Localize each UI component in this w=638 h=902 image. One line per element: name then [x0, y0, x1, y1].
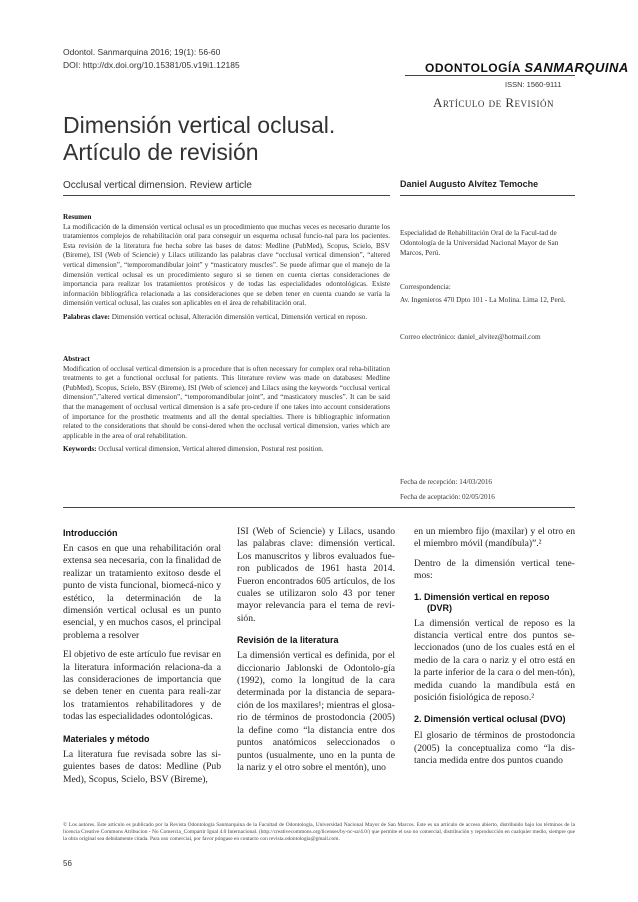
doi-link[interactable]: DOI: http://dx.doi.org/10.15381/05.v19i1.12185 [63, 60, 240, 70]
accepted-date: Fecha de aceptación: 02/05/2016 [400, 493, 495, 501]
resumen-keywords [63, 313, 390, 323]
intro-paragraph-1: En casos en que una rehabilitación oral extensa sea necesaria, con la finalidad de realizar un tratamiento exitoso desde el punto de vista funcional, biomecá-nico y estético, la determinación de la dimensión vertical oclusal es un punto esencial, y en muchos casos, el principal problema a resolver [63, 543, 221, 641]
abstract-keywords-label: Keywords: [63, 445, 97, 454]
abstract-text: Modification of occlusal vertical dimension is a procedure that is often necessary for complex oral reha-bilitation treatments to get a functional occlusal for patients. This literature review was made on databases: Medline (PubMed), Scopus, Scielo, BSV (Bireme), ISI (Web of science) and Lilacs using the keywords “occlusal vertical dimension”,”altered vertical dimension”, “temporomandibular joint”, and “masticatory muscles”. It can be said that the management of occlusal vertical dimension is a safe pro-cedure if one takes into account considerations of importance for the prosthetic treatments and all the dental specialties. There is bibliographic information related to the considerations that should be consi-dered when the occlusal vertical dimension, varies which are applicable in the area of oral rehabilitation. [63, 364, 390, 440]
heading-dvr-line-1: 1. Dimensión vertical en reposo [414, 591, 550, 602]
resumen-keywords-label: Palabras clave: [63, 312, 110, 321]
license-footer: © Los autores. Este artículo es publicado por la Revista Odontología Sanmarquina de la Facultad de Odontología, Universidad Nacional Mayor de San Marcos. Este es un artículo de acceso abierto, distribuido bajo los términos de la licencia Creative Commons Atribucion - No Comercia_Compartir Igual 4.0 Internacional. (http://creativecommons.org/licenses/by-nc-sa/4.0/) que permite el uso no comercial, distribución y reproducción en cualquier medio, siempre que la obra original sea debidamente citada. Para uso comercial, por favor póngase en contacto con revista.odontologia@gmail.com. [63, 822, 575, 842]
body-column-1 [63, 528, 221, 786]
journal-reference: Odontol. Sanmarquina 2016; 19(1): 56-60 [63, 47, 221, 57]
dvo-paragraph: El glosario de términos de prostodoncia (2005) la conceptualiza como “la dis-tancia medida entre dos puntos cuando [414, 730, 575, 767]
col3-paragraph-2: Dentro de la dimensión vertical tene-mos: [414, 557, 575, 582]
article-type: Artículo de Revisión [433, 95, 555, 110]
body-column-3 [414, 526, 575, 768]
review-paragraph-1: La dimensión vertical es definida, por el diccionario Jablonski de Odontolo-gía (1992), como la longitud de la cara determinada por la distancia de separa-ción de los maxilares¹; mientras el glosa-rio de términos de prostodoncia (2005) la define como “la distancia entre dos puntos anatómicos seleccionados o puntos (usualmente, uno en la punta de la nariz y el otro sobre el mentón), uno [237, 650, 395, 773]
body-column-2 [237, 526, 395, 774]
page-title [63, 112, 335, 166]
abstract-keywords-text: Occlusal vertical dimension, Vertical altered dimension, Postural rest position. [98, 445, 324, 454]
resumen-text: La modificación de la dimensión vertical oclusal es un procedimiento que muchas veces es necesario durante los tratamientos complejos de rehabilitación oral para conseguir un esquema oclusal funcio-nal para los pacientes. Esta revisión de la literatura fue hecha sobre las bases de datos: Medline (PubMed), Scopus, Scielo, BSV (Bireme), ISI (Web of Sciencie) y Lilacs utilizando las palabras clave “occlusal vertical dimension”, “altered vertical dimension”, “temporomandibular joint” y “masticatory muscles”. Se puede afirmar que el manejo de la dimensión vertical oclusal es un procedimiento seguro si se tienen en cuenta ciertas consideraciones de importancia para realizar los tratamientos protésicos y de todas las especialidades odontológicas. Existe información bibliográfica relacionada a las consideraciones que se deben tener en cuenta cuando se varía la dimensión vertical oclusal, las cuales son aplicables en el área de rehabilitación oral. [63, 222, 390, 308]
resumen-block [63, 213, 390, 323]
logo-prefix: ODONTOLOGÍA [425, 61, 521, 75]
abstract-block [63, 355, 390, 455]
page-number: 56 [63, 859, 72, 868]
heading-dvr [414, 592, 575, 614]
intro-paragraph-2: El objetivo de este artículo fue revisar en la literatura información relaciona-da a las consideraciones de importancia que se deben tener en cuenta para reali-zar los tratamientos rehabilitadores y de todas las especialidades odontológicas. [63, 649, 221, 723]
logo-rule [405, 75, 575, 76]
issn: ISSN: 1560-9111 [505, 80, 562, 89]
received-date: Fecha de recepción: 14/03/2016 [400, 478, 493, 486]
resumen-heading: Resumen [63, 213, 92, 221]
author-rule [400, 195, 575, 196]
methods-paragraph-1: La literatura fue revisada sobre las si-guientes bases de datos: Medline (Pub Med), Scopus, Scielo, BSV (Bireme), [63, 748, 221, 785]
section-rule [63, 507, 575, 508]
methods-paragraph-2: ISI (Web of Sciencie) y Lilacs, usando las palabras clave: dimensión vertical. Los manuscritos y libros evaluados fue-ron publicados de 1961 hasta 2014. Fueron encontrados 605 artículos, de los cuales se utilizaron solo 43 por tener mayor relevancia para el tema de revi-sión. [237, 526, 395, 624]
methods-heading: Materiales y método [63, 733, 150, 744]
english-subtitle: Occlusal vertical dimension. Review article [63, 180, 252, 191]
email[interactable]: Correo electrónico: daniel_alvitez@hotmail.com [400, 333, 541, 341]
correspondence-address: Av. Ingenieros 470 Dpto 101 - La Molina. Lima 12, Perú. [400, 296, 566, 304]
heading-dvo: 2. Dimensión vertical oclusal (DVO) [414, 714, 566, 725]
logo-brand: SANMARQUINA [524, 60, 629, 75]
affiliation: Especialidad de Rehabilitación Oral de la Facul-tad de Odontología de la Universidad Nacional Mayor de San Marcos, Perú. [400, 229, 559, 257]
author-name: Daniel Augusto Alvítez Temoche [400, 179, 539, 189]
correspondence-label: Correspondencia: [400, 283, 451, 291]
correspondence [400, 282, 575, 305]
resumen-keywords-text: Dimensión vertical oclusal, Alteración dimensión vertical, Dimensión vertical en reposo. [111, 312, 368, 321]
journal-logo [425, 60, 629, 75]
abstract-keywords [63, 445, 390, 455]
col3-paragraph-1: en un miembro fijo (maxilar) y el otro en el miembro móvil (mandíbula)”.² [414, 526, 575, 550]
intro-heading: Introducción [63, 528, 118, 538]
review-heading: Revisión de la literatura [237, 635, 339, 646]
abstract-heading: Abstract [63, 355, 90, 363]
title-rule [63, 195, 390, 196]
title-line-2: Artículo de revisión [63, 139, 259, 165]
heading-dvr-line-2: (DVR) [427, 602, 452, 613]
title-line-1: Dimensión vertical oclusal. [63, 112, 336, 138]
dvr-paragraph: La dimensión vertical de reposo es la distancia vertical entre dos puntos se-leccionados (uno de los cuales está en el medio de la cara o nariz y el otro está en la parte inferior de la cara o del men-tón), medida cuando la mandíbula está en posición fisiológica de reposo.² [414, 617, 575, 704]
